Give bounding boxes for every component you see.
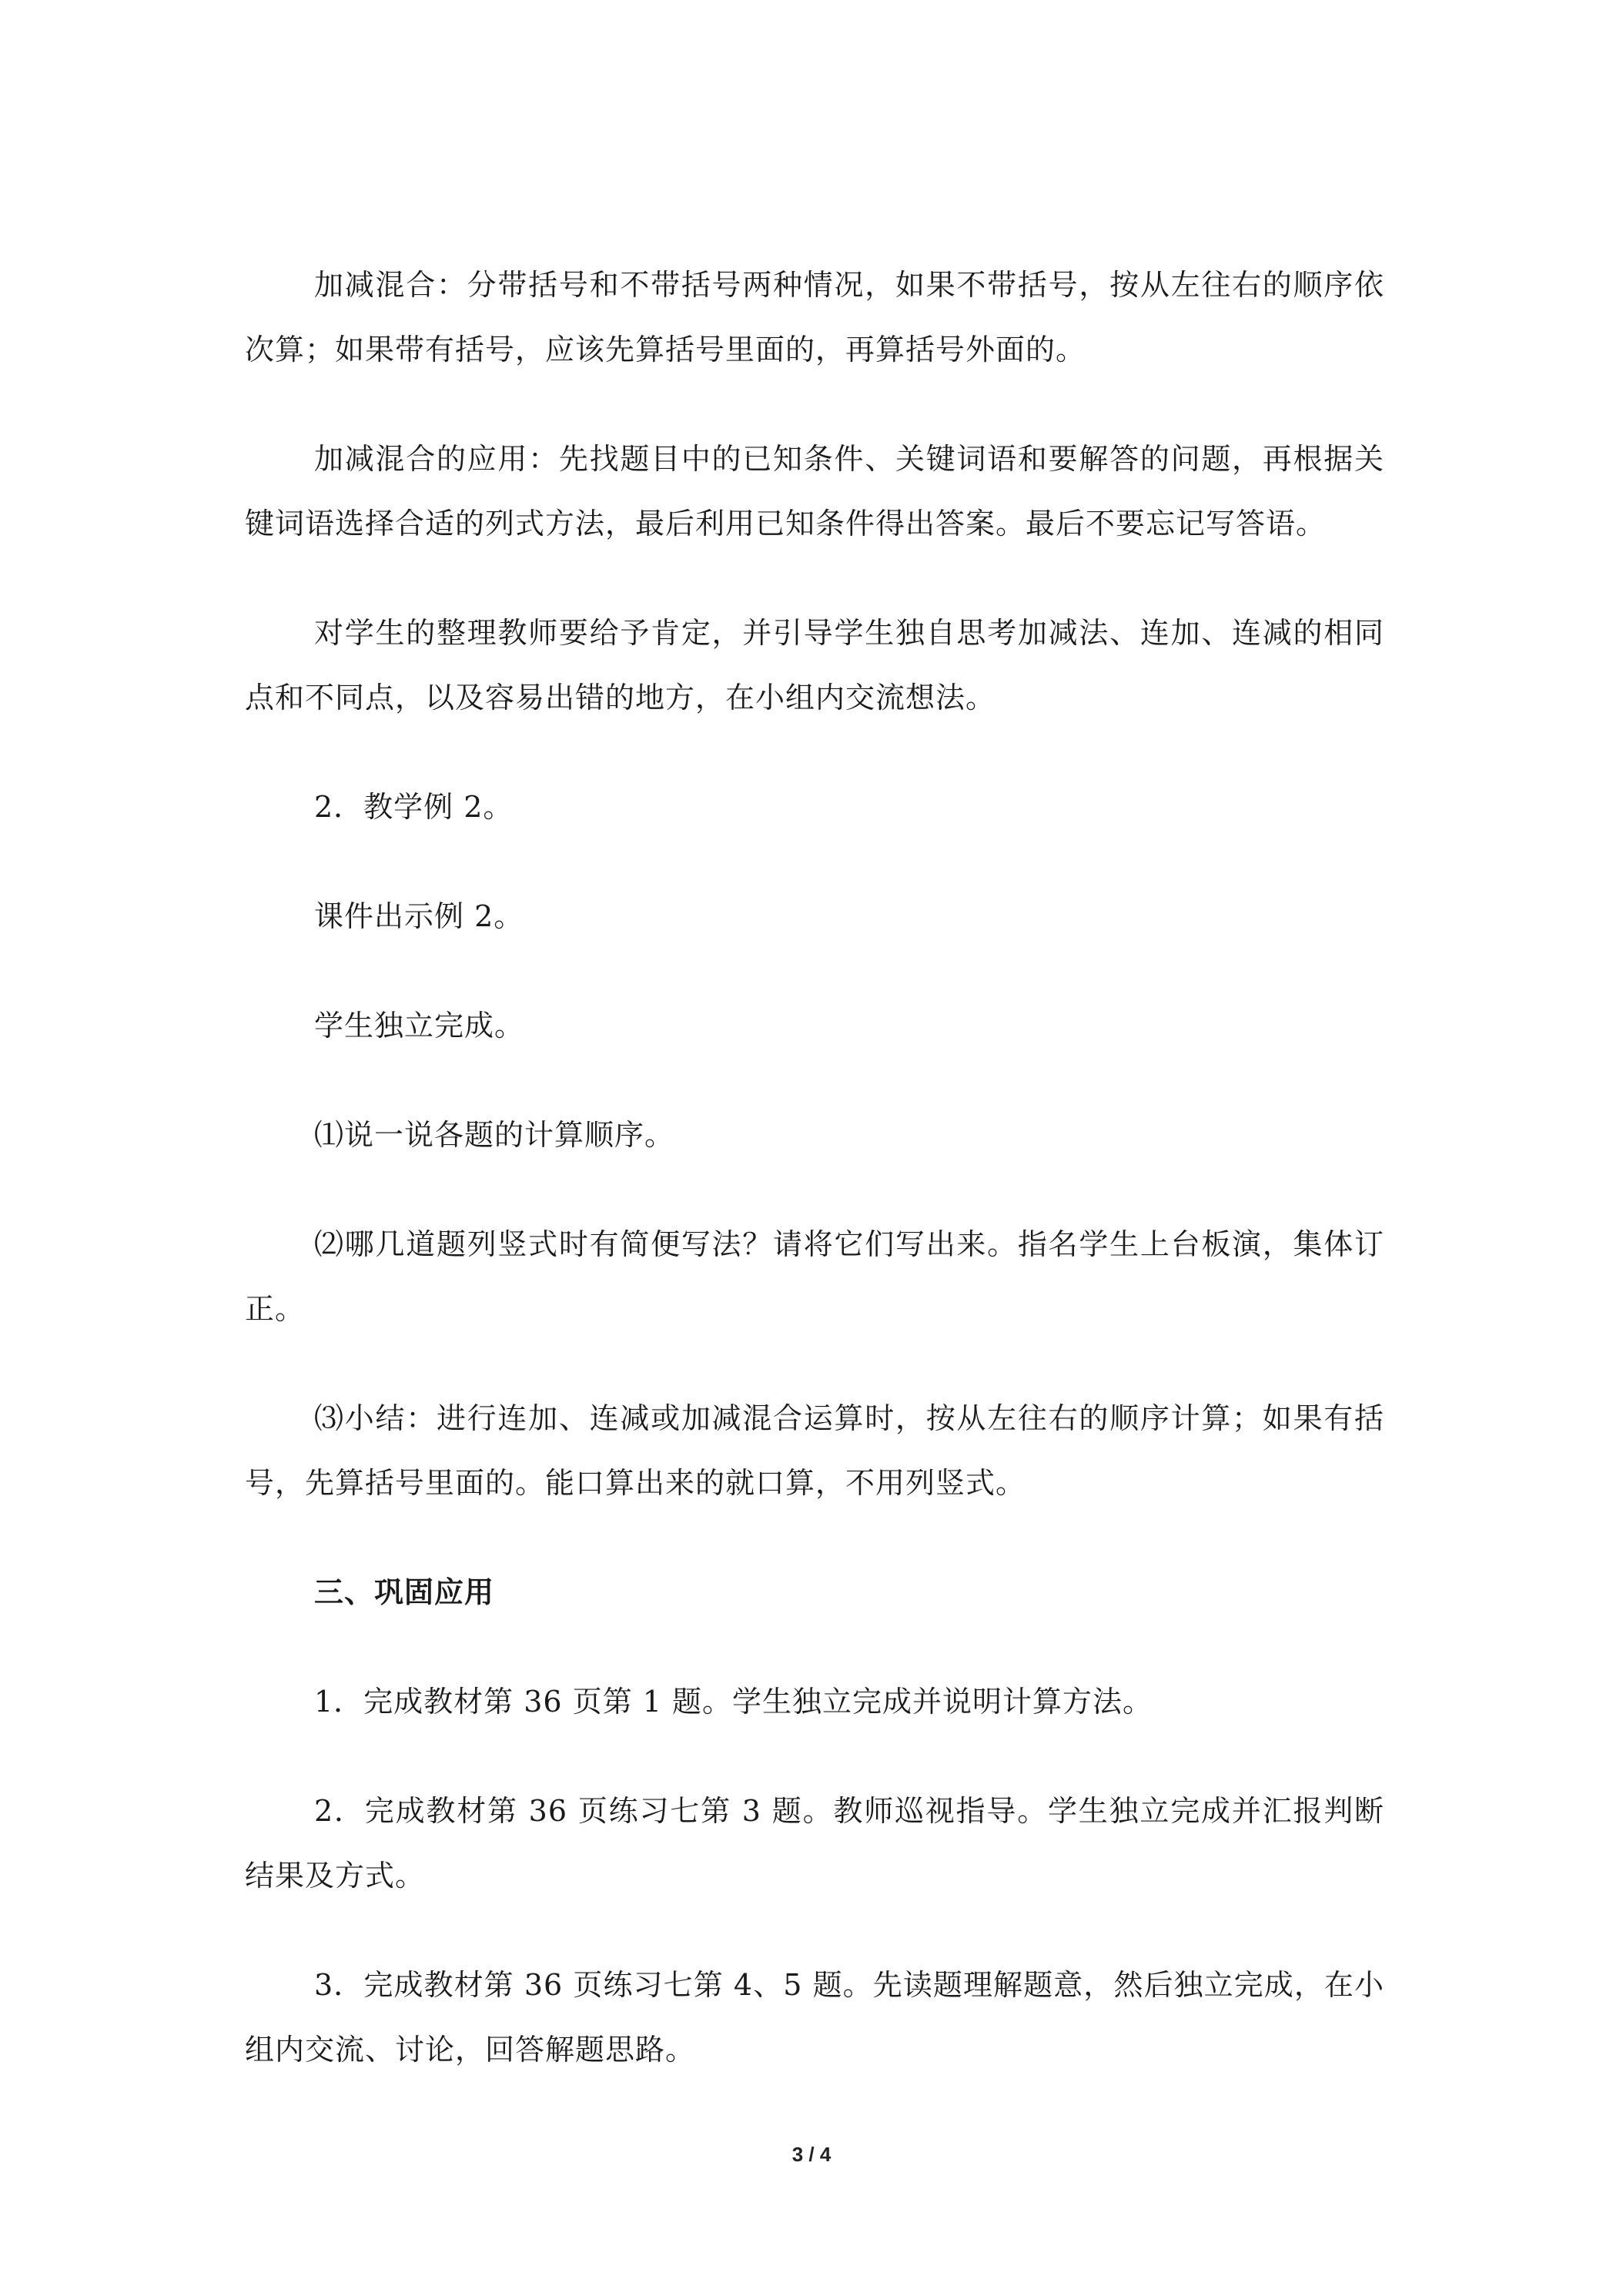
paragraph-mixed-operations-application: 加减混合的应用：先找题目中的已知条件、关键词语和要解答的问题，再根据关键词语选择合适的列式方法，最后利用已知条件得出答案。最后不要忘记写答语。: [245, 442, 1384, 541]
paragraph-item-3-summary: ⑶小结：进行连加、连减或加减混合运算时，按从左往右的顺序计算；如果有括号，先算括号里面的。能口算出来的就口算，不用列竖式。: [245, 1401, 1384, 1500]
paragraph-mixed-operations: 加减混合：分带括号和不带括号两种情况，如果不带括号，按从左往右的顺序依次算；如果带有括号，应该先算括号里面的，再算括号外面的。: [245, 268, 1384, 366]
section-heading-consolidation: 三、巩固应用: [314, 1575, 495, 1609]
paragraph-exercise-2: 2．完成教材第 36 页练习七第 3 题。教师巡视指导。学生独立完成并汇报判断结果及方式。: [245, 1794, 1384, 1893]
paragraph-teach-example-2: 2．教学例 2。: [314, 790, 514, 824]
paragraph-teacher-guidance: 对学生的整理教师要给予肯定，并引导学生独自思考加减法、连加、连减的相同点和不同点，以及容易出错的地方，在小组内交流想法。: [245, 616, 1384, 715]
page-number: 3 / 4: [791, 2143, 832, 2166]
paragraph-students-independent: 学生独立完成。: [314, 1009, 525, 1043]
paragraph-exercise-1: 1．完成教材第 36 页第 1 题。学生独立完成并说明计算方法。: [314, 1685, 1153, 1719]
document-body: [245, 253, 1384, 2127]
paragraph-item-2: ⑵哪几道题列竖式时有简便写法？请将它们写出来。指名学生上台板演，集体订正。: [245, 1227, 1384, 1326]
paragraph-exercise-3: 3．完成教材第 36 页练习七第 4、5 题。先读题理解题意，然后独立完成，在小组内交流、讨论，回答解题思路。: [245, 1968, 1384, 2067]
paragraph-item-1: ⑴说一说各题的计算顺序。: [314, 1118, 675, 1152]
paragraph-show-example-2: 课件出示例 2。: [314, 899, 524, 933]
